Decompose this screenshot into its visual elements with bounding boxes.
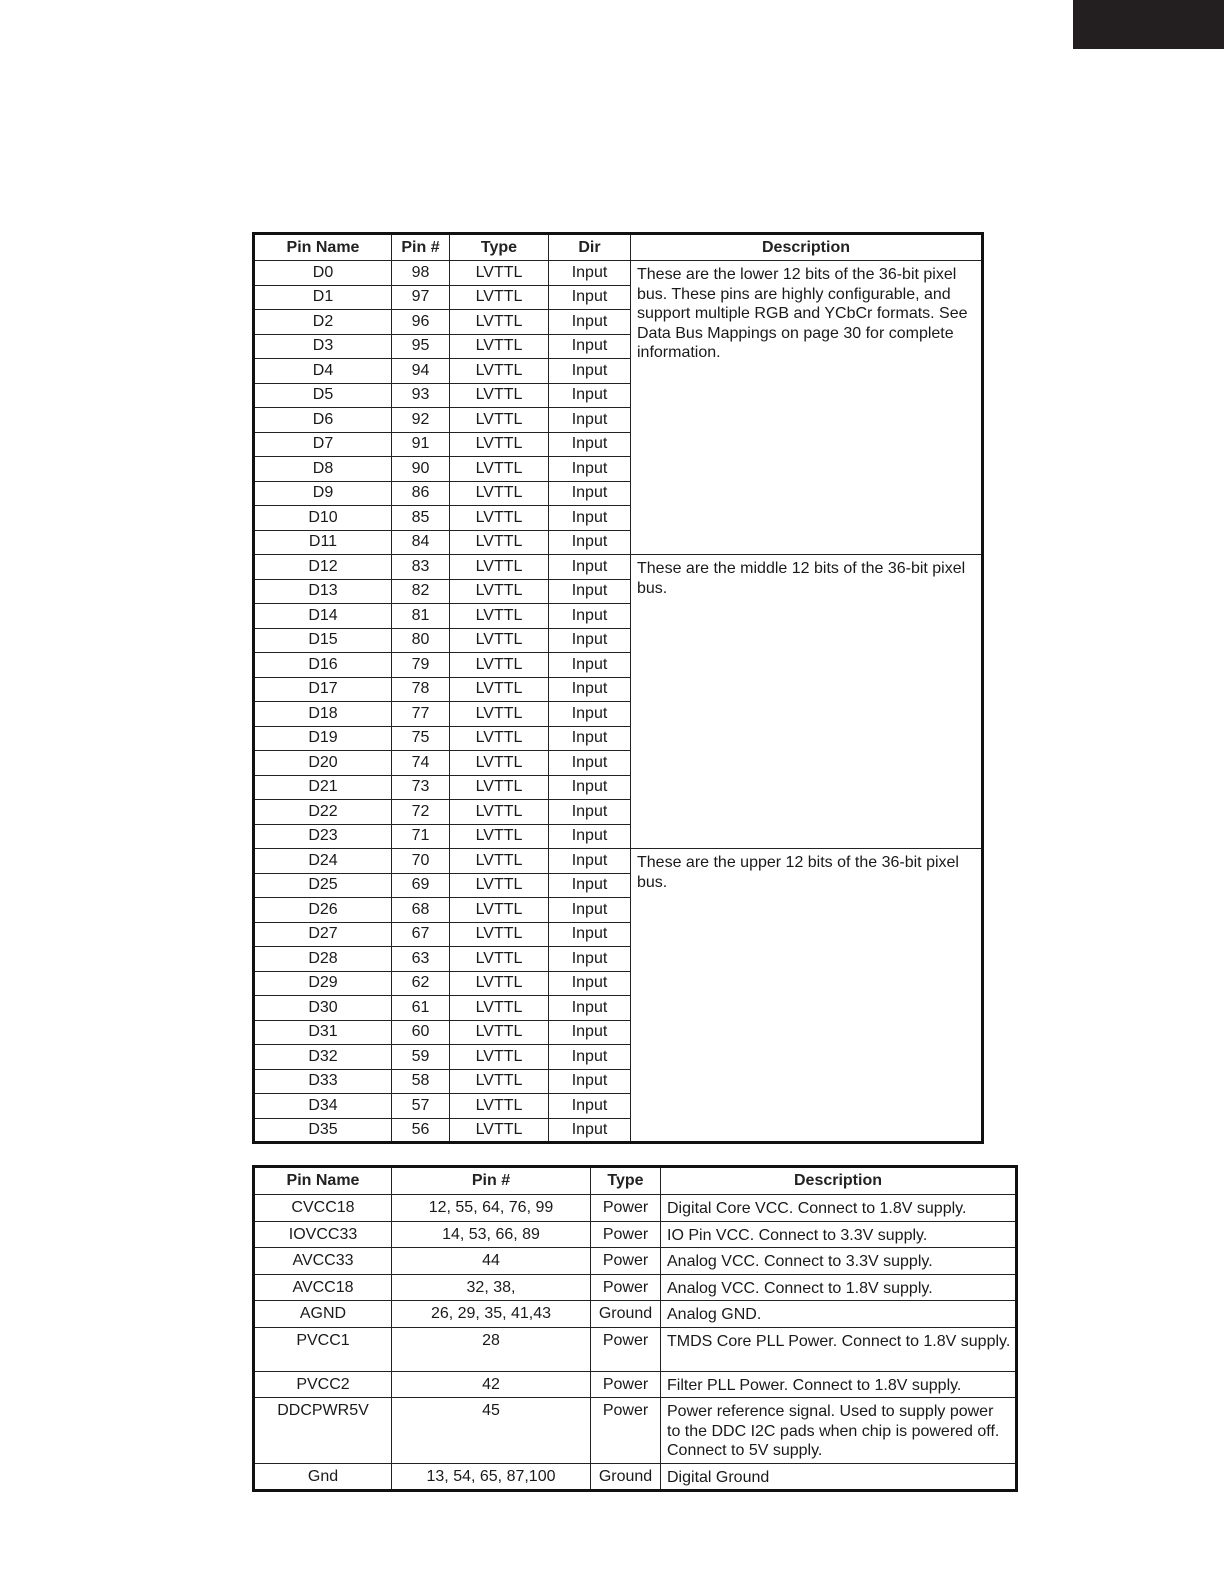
pin-dir-cell: Input: [549, 996, 631, 1021]
page-tab-marker: [1073, 0, 1224, 49]
header-description: Description: [631, 234, 983, 261]
pin-dir-cell: Input: [549, 408, 631, 433]
pin-number-cell: 58: [392, 1069, 450, 1094]
pin-type-cell: LVTTL: [450, 506, 549, 531]
pin-name-cell: D8: [254, 457, 392, 482]
pin-dir-cell: Input: [549, 677, 631, 702]
pin-dir-cell: Input: [549, 824, 631, 849]
pin-dir-cell: Input: [549, 775, 631, 800]
pin-dir-cell: Input: [549, 285, 631, 310]
pin-type-cell: LVTTL: [450, 261, 549, 286]
pin-name-cell: D4: [254, 359, 392, 384]
pin-type-cell: Ground: [591, 1463, 661, 1491]
pin-number-cell: 78: [392, 677, 450, 702]
pin-name-cell: D3: [254, 334, 392, 359]
header-type: Type: [450, 234, 549, 261]
pin-type-cell: LVTTL: [450, 702, 549, 727]
pin-number-cell: 84: [392, 530, 450, 555]
header-type: Type: [591, 1167, 661, 1195]
pin-name-cell: D12: [254, 555, 392, 580]
header-pin-name: Pin Name: [254, 234, 392, 261]
header-dir: Dir: [549, 234, 631, 261]
pin-description-cell: Digital Core VCC. Connect to 1.8V supply.: [661, 1195, 1017, 1222]
pin-name-cell: D23: [254, 824, 392, 849]
pin-name-cell: D35: [254, 1118, 392, 1143]
table-row: [254, 261, 983, 286]
pin-name-cell: D9: [254, 481, 392, 506]
pin-name-cell: D25: [254, 873, 392, 898]
pin-name-cell: D27: [254, 922, 392, 947]
pin-type-cell: LVTTL: [450, 481, 549, 506]
pin-name-cell: Gnd: [254, 1463, 392, 1491]
pin-type-cell: Power: [591, 1195, 661, 1222]
header-pin-number: Pin #: [392, 234, 450, 261]
pin-type-cell: LVTTL: [450, 555, 549, 580]
pin-name-cell: D26: [254, 898, 392, 923]
table-row: [254, 1327, 1017, 1371]
pin-dir-cell: Input: [549, 947, 631, 972]
table-row: [254, 555, 983, 580]
header-pin-name: Pin Name: [254, 1167, 392, 1195]
pin-type-cell: LVTTL: [450, 1069, 549, 1094]
pin-number-cell: 94: [392, 359, 450, 384]
pin-dir-cell: Input: [549, 1069, 631, 1094]
pin-type-cell: LVTTL: [450, 530, 549, 555]
pin-dir-cell: Input: [549, 1094, 631, 1119]
pin-name-cell: D19: [254, 726, 392, 751]
pin-name-cell: D17: [254, 677, 392, 702]
pin-number-cell: 13, 54, 65, 87,100: [392, 1463, 591, 1491]
pin-name-cell: D5: [254, 383, 392, 408]
pin-number-cell: 68: [392, 898, 450, 923]
pin-name-cell: AVCC18: [254, 1274, 392, 1301]
pin-dir-cell: Input: [549, 261, 631, 286]
pin-number-cell: 12, 55, 64, 76, 99: [392, 1195, 591, 1222]
pin-type-cell: LVTTL: [450, 800, 549, 825]
pin-type-cell: LVTTL: [450, 751, 549, 776]
pin-type-cell: LVTTL: [450, 457, 549, 482]
pin-type-cell: LVTTL: [450, 726, 549, 751]
table-row: [254, 849, 983, 874]
table-row: [254, 1248, 1017, 1275]
pin-type-cell: Power: [591, 1274, 661, 1301]
pin-description-cell: Filter PLL Power. Connect to 1.8V supply.: [661, 1371, 1017, 1398]
pin-dir-cell: Input: [549, 726, 631, 751]
table-header-row: [254, 1167, 1017, 1195]
pin-number-cell: 71: [392, 824, 450, 849]
pin-number-cell: 28: [392, 1327, 591, 1371]
pin-type-cell: LVTTL: [450, 1118, 549, 1143]
bus-group-description: These are the upper 12 bits of the 36-bit pixel bus.: [631, 849, 983, 1143]
table-row: [254, 1274, 1017, 1301]
pin-name-cell: D18: [254, 702, 392, 727]
pin-name-cell: DDCPWR5V: [254, 1398, 392, 1464]
table-row: [254, 1371, 1017, 1398]
pin-number-cell: 93: [392, 383, 450, 408]
pin-description-cell: IO Pin VCC. Connect to 3.3V supply.: [661, 1221, 1017, 1248]
pin-description-cell: TMDS Core PLL Power. Connect to 1.8V supply.: [661, 1327, 1017, 1371]
table-row: [254, 1398, 1017, 1464]
pin-dir-cell: Input: [549, 1020, 631, 1045]
pin-name-cell: D13: [254, 579, 392, 604]
pin-name-cell: D14: [254, 604, 392, 629]
pin-type-cell: LVTTL: [450, 383, 549, 408]
pin-dir-cell: Input: [549, 579, 631, 604]
pin-dir-cell: Input: [549, 334, 631, 359]
pin-number-cell: 97: [392, 285, 450, 310]
pin-number-cell: 80: [392, 628, 450, 653]
pin-type-cell: LVTTL: [450, 334, 549, 359]
pin-number-cell: 32, 38,: [392, 1274, 591, 1301]
pin-type-cell: Power: [591, 1327, 661, 1371]
pin-dir-cell: Input: [549, 530, 631, 555]
pin-number-cell: 14, 53, 66, 89: [392, 1221, 591, 1248]
pin-dir-cell: Input: [549, 653, 631, 678]
pin-number-cell: 74: [392, 751, 450, 776]
pin-dir-cell: Input: [549, 506, 631, 531]
pin-number-cell: 59: [392, 1045, 450, 1070]
pin-name-cell: D1: [254, 285, 392, 310]
pin-dir-cell: Input: [549, 751, 631, 776]
pin-dir-cell: Input: [549, 971, 631, 996]
pin-type-cell: LVTTL: [450, 677, 549, 702]
pin-name-cell: IOVCC33: [254, 1221, 392, 1248]
pin-number-cell: 73: [392, 775, 450, 800]
pin-type-cell: LVTTL: [450, 898, 549, 923]
pin-name-cell: D7: [254, 432, 392, 457]
pin-number-cell: 61: [392, 996, 450, 1021]
pin-number-cell: 82: [392, 579, 450, 604]
pin-type-cell: Power: [591, 1371, 661, 1398]
table-header-row: [254, 234, 983, 261]
pin-description-cell: Digital Ground: [661, 1463, 1017, 1491]
pin-name-cell: D15: [254, 628, 392, 653]
pin-dir-cell: Input: [549, 359, 631, 384]
pin-dir-cell: Input: [549, 800, 631, 825]
pin-number-cell: 86: [392, 481, 450, 506]
pin-name-cell: CVCC18: [254, 1195, 392, 1222]
pin-type-cell: LVTTL: [450, 849, 549, 874]
pin-number-cell: 72: [392, 800, 450, 825]
pin-type-cell: LVTTL: [450, 922, 549, 947]
pin-number-cell: 91: [392, 432, 450, 457]
pin-dir-cell: Input: [549, 310, 631, 335]
pin-type-cell: LVTTL: [450, 359, 549, 384]
pin-number-cell: 57: [392, 1094, 450, 1119]
pin-name-cell: D11: [254, 530, 392, 555]
pin-dir-cell: Input: [549, 702, 631, 727]
table-row: [254, 1221, 1017, 1248]
pin-type-cell: LVTTL: [450, 971, 549, 996]
pin-type-cell: LVTTL: [450, 310, 549, 335]
pin-name-cell: D22: [254, 800, 392, 825]
pin-number-cell: 45: [392, 1398, 591, 1464]
pin-number-cell: 85: [392, 506, 450, 531]
bus-group-description: These are the middle 12 bits of the 36-bit pixel bus.: [631, 555, 983, 849]
pin-type-cell: LVTTL: [450, 1094, 549, 1119]
pin-description-cell: Analog VCC. Connect to 3.3V supply.: [661, 1248, 1017, 1275]
pin-type-cell: LVTTL: [450, 653, 549, 678]
pin-number-cell: 81: [392, 604, 450, 629]
pin-number-cell: 60: [392, 1020, 450, 1045]
pin-number-cell: 62: [392, 971, 450, 996]
table-row: [254, 1195, 1017, 1222]
pin-number-cell: 67: [392, 922, 450, 947]
pin-number-cell: 79: [392, 653, 450, 678]
pin-type-cell: LVTTL: [450, 628, 549, 653]
pin-type-cell: LVTTL: [450, 775, 549, 800]
header-pin-number: Pin #: [392, 1167, 591, 1195]
pin-type-cell: LVTTL: [450, 604, 549, 629]
pin-name-cell: D24: [254, 849, 392, 874]
data-bus-pin-table: [252, 232, 984, 1144]
pin-type-cell: LVTTL: [450, 432, 549, 457]
pin-name-cell: PVCC2: [254, 1371, 392, 1398]
pin-dir-cell: Input: [549, 873, 631, 898]
pin-dir-cell: Input: [549, 555, 631, 580]
pin-number-cell: 26, 29, 35, 41,43: [392, 1301, 591, 1328]
pin-name-cell: D20: [254, 751, 392, 776]
pin-name-cell: D31: [254, 1020, 392, 1045]
pin-type-cell: LVTTL: [450, 408, 549, 433]
pin-dir-cell: Input: [549, 481, 631, 506]
pin-type-cell: LVTTL: [450, 579, 549, 604]
pin-number-cell: 69: [392, 873, 450, 898]
pin-dir-cell: Input: [549, 922, 631, 947]
pin-name-cell: AGND: [254, 1301, 392, 1328]
pin-number-cell: 63: [392, 947, 450, 972]
pin-number-cell: 95: [392, 334, 450, 359]
pin-type-cell: LVTTL: [450, 996, 549, 1021]
pin-number-cell: 42: [392, 1371, 591, 1398]
pin-description-cell: Analog GND.: [661, 1301, 1017, 1328]
pin-number-cell: 98: [392, 261, 450, 286]
pin-dir-cell: Input: [549, 432, 631, 457]
pin-type-cell: LVTTL: [450, 824, 549, 849]
bus-group-description: These are the lower 12 bits of the 36-bit pixel bus. These pins are highly configurable, and support multiple RGB and YCbCr formats. See Data Bus Mappings on page 30 for complete information.: [631, 261, 983, 555]
pin-name-cell: D10: [254, 506, 392, 531]
pin-name-cell: D16: [254, 653, 392, 678]
pin-type-cell: Power: [591, 1398, 661, 1464]
pin-name-cell: D30: [254, 996, 392, 1021]
pin-dir-cell: Input: [549, 898, 631, 923]
pin-dir-cell: Input: [549, 849, 631, 874]
pin-name-cell: D29: [254, 971, 392, 996]
pin-type-cell: LVTTL: [450, 1020, 549, 1045]
power-pin-table: [252, 1165, 1018, 1492]
pin-number-cell: 56: [392, 1118, 450, 1143]
pin-number-cell: 44: [392, 1248, 591, 1275]
pin-number-cell: 92: [392, 408, 450, 433]
pin-type-cell: LVTTL: [450, 285, 549, 310]
pin-description-cell: Analog VCC. Connect to 1.8V supply.: [661, 1274, 1017, 1301]
pin-number-cell: 90: [392, 457, 450, 482]
pin-name-cell: D0: [254, 261, 392, 286]
pin-type-cell: Power: [591, 1248, 661, 1275]
pin-number-cell: 75: [392, 726, 450, 751]
pin-name-cell: D34: [254, 1094, 392, 1119]
pin-dir-cell: Input: [549, 457, 631, 482]
pin-type-cell: Power: [591, 1221, 661, 1248]
header-description: Description: [661, 1167, 1017, 1195]
pin-dir-cell: Input: [549, 383, 631, 408]
pin-type-cell: LVTTL: [450, 1045, 549, 1070]
pin-name-cell: PVCC1: [254, 1327, 392, 1371]
pin-dir-cell: Input: [549, 628, 631, 653]
pin-name-cell: D33: [254, 1069, 392, 1094]
pin-description-cell: Power reference signal. Used to supply power to the DDC I2C pads when chip is powered off. Connect to 5V supply.: [661, 1398, 1017, 1464]
pin-name-cell: D6: [254, 408, 392, 433]
pin-number-cell: 96: [392, 310, 450, 335]
pin-name-cell: D28: [254, 947, 392, 972]
pin-number-cell: 77: [392, 702, 450, 727]
pin-name-cell: D2: [254, 310, 392, 335]
pin-dir-cell: Input: [549, 1118, 631, 1143]
pin-dir-cell: Input: [549, 1045, 631, 1070]
pin-dir-cell: Input: [549, 604, 631, 629]
pin-type-cell: LVTTL: [450, 873, 549, 898]
pin-type-cell: LVTTL: [450, 947, 549, 972]
table-row: [254, 1301, 1017, 1328]
pin-number-cell: 83: [392, 555, 450, 580]
pin-name-cell: AVCC33: [254, 1248, 392, 1275]
pin-name-cell: D21: [254, 775, 392, 800]
pin-type-cell: Ground: [591, 1301, 661, 1328]
pin-name-cell: D32: [254, 1045, 392, 1070]
table-row: [254, 1463, 1017, 1491]
pin-number-cell: 70: [392, 849, 450, 874]
